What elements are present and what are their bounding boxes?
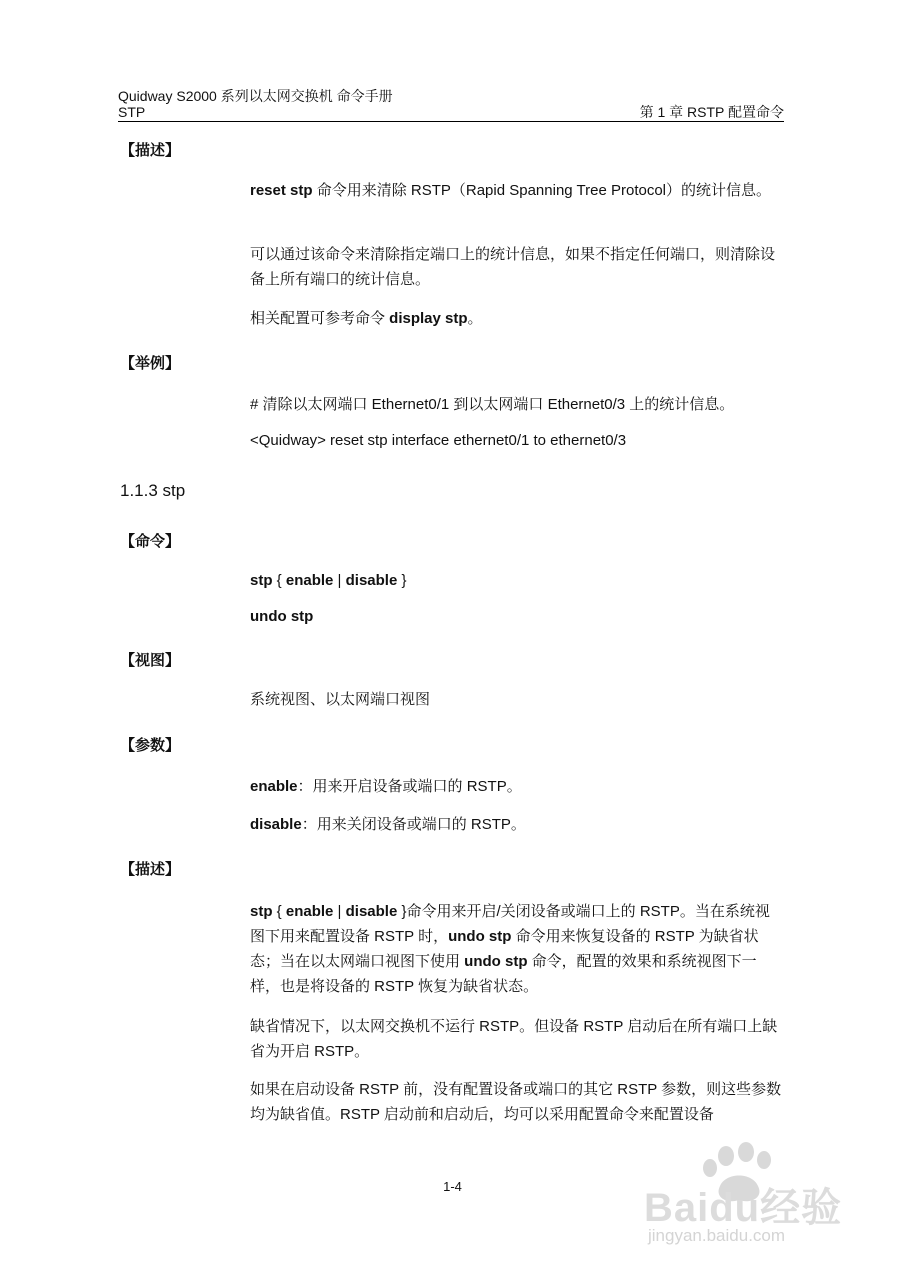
command-keyword: enable xyxy=(285,572,334,589)
example-command: <Quidway> reset stp interface ethernet0/1 to ethernet0/3 xyxy=(250,432,627,449)
view-text: 系统视图、以太网端口视图 xyxy=(250,691,431,708)
section-label-command: 【命令】 xyxy=(120,533,181,550)
watermark-url: jingyan.baidu.com xyxy=(648,1226,786,1245)
example-comment: # 清除以太网端口 Ethernet0/1 到以太网端口 Ethernet0/3 上的统计信息。 xyxy=(250,396,735,413)
header-rule xyxy=(118,121,784,122)
command-keyword: disable xyxy=(345,903,398,920)
section-label-description: 【描述】 xyxy=(120,861,181,878)
parameter-enable xyxy=(250,778,522,796)
command-keyword: disable xyxy=(345,572,398,589)
syntax-separator: | xyxy=(333,572,346,589)
command-syntax-1 xyxy=(250,572,407,590)
description-text: 命令用来清除 RSTP（Rapid Spanning Tree Protocol）的统计信息。 xyxy=(312,182,771,199)
description-paragraph-2: 缺省情况下，以太网交换机不运行 RSTP。但设备 RSTP 启动后在所有端口上缺省为开启 RSTP。 xyxy=(250,1018,778,1060)
description-text: 相关配置可参考命令 xyxy=(250,310,390,327)
header-title: Quidway S2000 系列以太网交换机 命令手册 xyxy=(118,88,393,104)
description-paragraph-1 xyxy=(250,899,782,999)
baidu-watermark xyxy=(640,1142,880,1262)
command-keyword: enable xyxy=(285,903,334,920)
section-label-parameters: 【参数】 xyxy=(120,737,181,754)
syntax-brace: { xyxy=(272,572,286,589)
command-keyword: stp xyxy=(250,903,273,920)
description-paragraph-3: 如果在启动设备 RSTP 前，没有配置设备或端口的其它 RSTP 参数，则这些参数均为缺省值。RSTP 启动前和启动后，均可以采用配置命令来配置设备 xyxy=(250,1081,782,1123)
section-label-example: 【举例】 xyxy=(120,355,181,372)
description-paragraph-2: 可以通过该命令来清除指定端口上的统计信息，如果不指定任何端口，则清除设备上所有端口的统计信息。 xyxy=(250,246,776,288)
description-paragraph-3 xyxy=(250,306,782,331)
section-heading: 1.1.3 stp xyxy=(120,481,186,500)
description-text: 命令用来恢复设备的 RSTP 为缺省状态；当在以太网端口视图下使用 xyxy=(250,928,759,970)
syntax-separator: | xyxy=(333,903,346,920)
parameter-disable xyxy=(250,816,526,834)
header-chapter: 第 1 章 RSTP 配置命令 xyxy=(639,104,784,120)
parameter-keyword: enable xyxy=(250,778,298,795)
parameter-text: ：用来关闭设备或端口的 RSTP。 xyxy=(301,816,526,833)
command-keyword: undo stp xyxy=(464,953,528,970)
punctuation: 。 xyxy=(467,310,483,327)
section-label-description: 【描述】 xyxy=(120,142,181,159)
section-label-view: 【视图】 xyxy=(120,652,181,669)
description-text: }命令用来开启/关闭设备或端口上的 RSTP。当在系统视图下用来配置设备 RSTP 时， xyxy=(250,903,770,945)
command-keyword: display stp xyxy=(389,310,468,327)
command-keyword: reset stp xyxy=(250,182,313,199)
description-paragraph-1 xyxy=(250,178,782,203)
command-keyword: undo stp xyxy=(448,928,512,945)
header-chapter-short: STP xyxy=(118,104,146,120)
page-number: 1-4 xyxy=(443,1179,462,1194)
command-syntax-2: undo stp xyxy=(250,608,314,625)
syntax-brace: { xyxy=(272,903,286,920)
syntax-brace: } xyxy=(397,572,407,589)
command-keyword: stp xyxy=(250,572,273,589)
watermark-brand: Baidu经验 xyxy=(644,1186,843,1230)
parameter-keyword: disable xyxy=(250,816,302,833)
description-text: 命令，配置的效果和系统视图下一样，也是将设备的 RSTP 恢复为缺省状态。 xyxy=(250,953,757,995)
parameter-text: ：用来开启设备或端口的 RSTP。 xyxy=(297,778,522,795)
